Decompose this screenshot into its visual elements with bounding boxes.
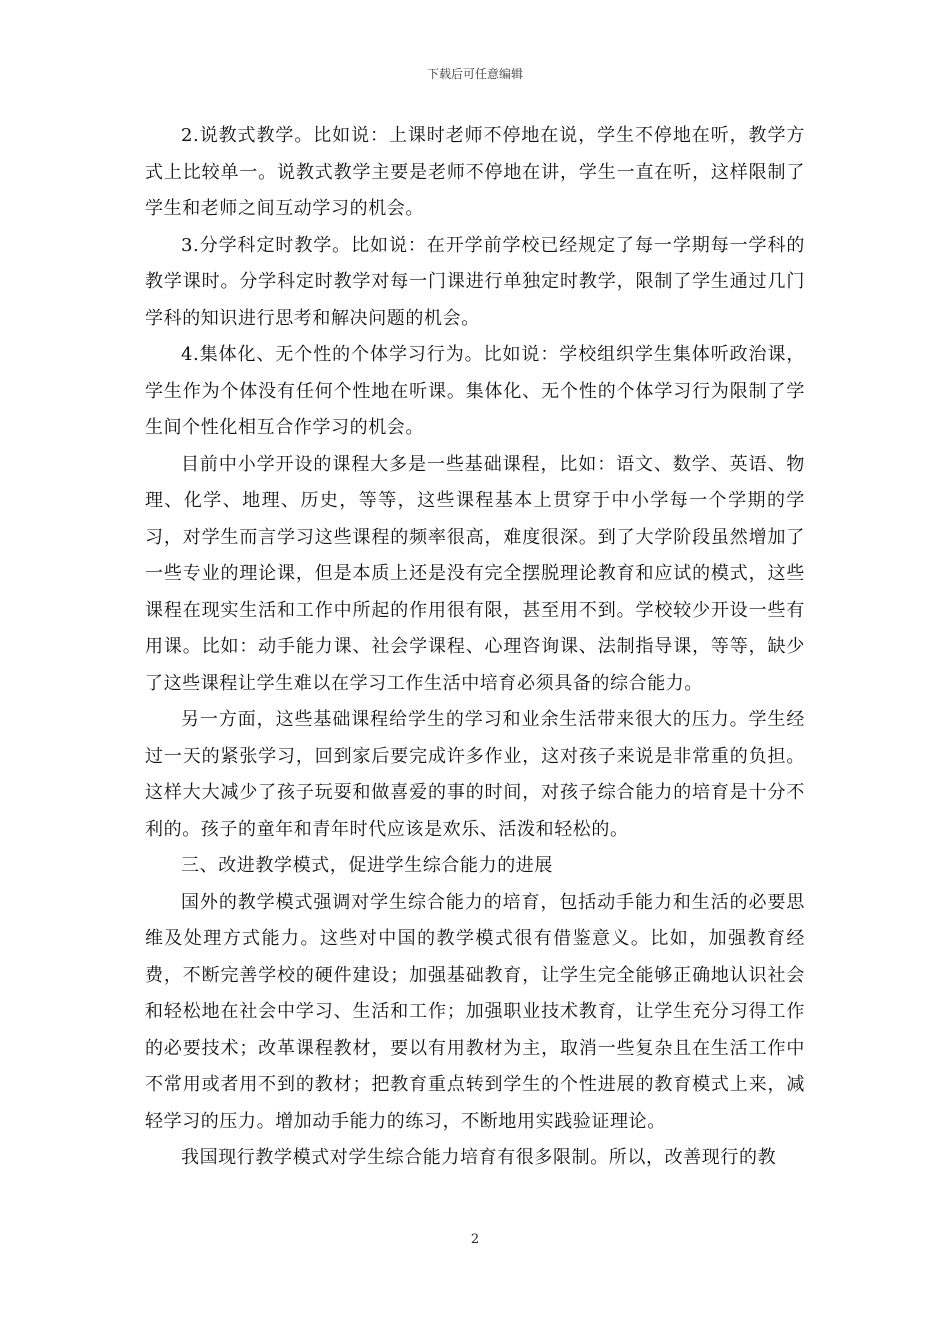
paragraph-conclusion-start: 我国现行教学模式对学生综合能力培育有很多限制。所以，改善现行的教: [181, 1147, 777, 1168]
section-heading: 三、改进教学模式，促进学生综合能力的进展: [181, 855, 553, 876]
paragraph-collective-learning: 4.集体化、无个性的个体学习行为。比如说：学校组织学生集体听政治课，学生作为个体没有任何个性地在听课。集体化、无个性的个体学习行为限制了学生间个性化相互合作学习的机会。: [145, 344, 805, 438]
paragraph-subject-timed-teaching: 3.分学科定时教学。比如说：在开学前学校已经规定了每一学期每一学科的教学课时。分学科定时教学对每一门课进行单独定时教学，限制了学生通过几门学科的知识进行思考和解决问题的机会。: [145, 234, 805, 329]
paragraph-lecture-teaching: 2.说教式教学。比如说：上课时老师不停地在说，学生不停地在听，教学方式上比较单一。说教式教学主要是老师不停地在讲，学生一直在听，这样限制了学生和老师之间互动学习的机会。: [145, 125, 805, 219]
page-number: 2: [470, 1232, 480, 1247]
paragraph-study-pressure: 另一方面，这些基础课程给学生的学习和业余生活带来很大的压力。学生经过一天的紧张学习，回到家后要完成许多作业，这对孩子来说是非常重的负担。这样大大减少了孩子玩耍和做喜爱的事的时间，对孩子综合能力的培育是十分不利的。孩子的童年和青年时代应该是欢乐、活泼和轻松的。: [145, 709, 805, 840]
page-header: 下载后可任意编辑: [426, 67, 523, 81]
paragraph-basic-courses: 目前中小学开设的课程大多是一些基础课程，比如：语文、数学、英语、物理、化学、地理、历史，等等，这些课程基本上贯穿于中小学每一个学期的学习，对学生而言学习这些课程的频率很高，难度很深。到了大学阶段虽然增加了一些专业的理论课，但是本质上还是没有完全摆脱理论教育和应试的模式，这些课程在现实生活和工作中所起的作用很有限，甚至用不到。学校较少开设一些有用课。比如：动手能力课、社会学课程、心理咨询课、法制指导课，等等，缺少了这些课程让学生难以在学习工作生活中培育必须具备的综合能力。: [145, 453, 805, 694]
paragraph-foreign-models: 国外的教学模式强调对学生综合能力的培育，包括动手能力和生活的必要思维及处理方式能力。这些对中国的教学模式很有借鉴意义。比如，加强教育经费，不断完善学校的硬件建设；加强基础教育，让学生完全能够正确地认识社会和轻松地在社会中学习、生活和工作；加强职业技术教育，让学生充分习得工作的必要技术；改革课程教材，要以有用教材为主，取消一些复杂且在生活工作中不常用或者用不到的教材；把教育重点转到学生的个性进展的教育模式上来，减轻学习的压力。增加动手能力的练习，不断地用实践验证理论。: [145, 891, 805, 1132]
document-body: [145, 118, 805, 1177]
